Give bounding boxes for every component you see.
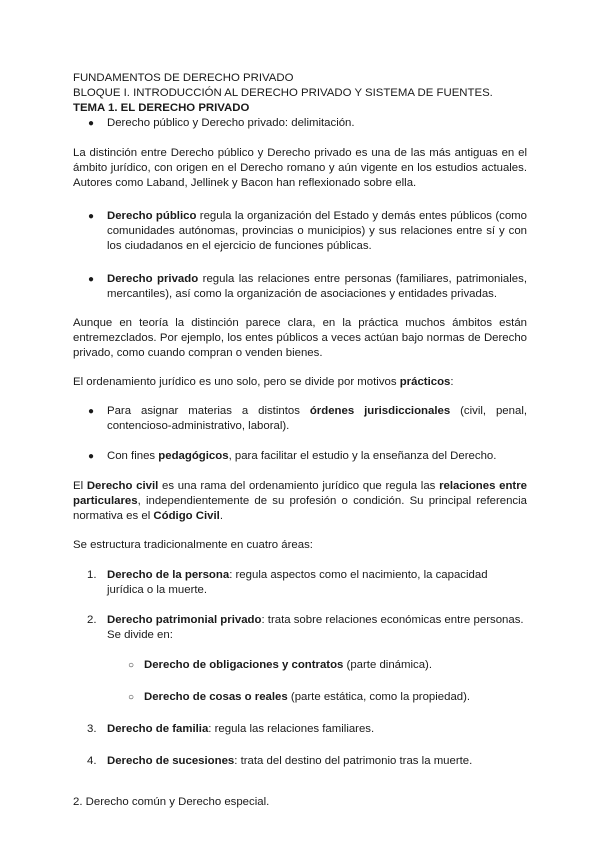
- civil-bold: Derecho civil: [86, 480, 159, 492]
- area-number: 4.: [87, 755, 97, 767]
- civil-text: El: [73, 480, 87, 492]
- area-item: [73, 754, 527, 769]
- area-term: Derecho patrimonial privado: [107, 614, 262, 626]
- subarea-item: [73, 690, 527, 705]
- area-text: : regula las relaciones familiares.: [208, 723, 375, 735]
- area-number: 1.: [87, 569, 97, 581]
- motive-text-end: , para facilitar el estudio y la enseñanza del Derecho.: [228, 450, 497, 462]
- areas-intro: Se estructura tradicionalmente en cuatro áreas:: [73, 539, 313, 551]
- definition-publico: [73, 209, 527, 254]
- subarea-term: Derecho de obligaciones y contratos: [144, 659, 344, 671]
- subarea-text: (parte estática, como la propiedad).: [287, 691, 471, 703]
- definition-privado: [73, 272, 527, 302]
- section-heading-2: 2. Derecho común y Derecho especial.: [73, 796, 270, 808]
- bullet-icon: ●: [88, 451, 95, 462]
- definition-list: [73, 209, 527, 302]
- subarea-item: [73, 658, 527, 673]
- area-item: [73, 722, 527, 737]
- term-publico: Derecho público: [107, 210, 197, 222]
- bullet-icon: ●: [88, 406, 95, 417]
- bullet-icon: ●: [88, 211, 95, 222]
- block-title: BLOQUE I. INTRODUCCIÓN AL DERECHO PRIVADO Y SISTEMA DE FUENTES.: [73, 87, 493, 99]
- area-item: [73, 613, 527, 643]
- area-text: : regula aspectos como el nacimiento, la capacidad jurídica o la muerte.: [107, 569, 488, 596]
- area-term: Derecho de sucesiones: [107, 755, 235, 767]
- civil-bold: Código Civil: [153, 510, 220, 522]
- area-term: Derecho de familia: [107, 723, 209, 735]
- area-text: : trata sobre relaciones económicas entre personas. Se divide en:: [107, 614, 524, 641]
- civil-text: es una rama del ordenamiento jurídico que regula las: [158, 480, 440, 492]
- subarea-term: Derecho de cosas o reales: [144, 691, 288, 703]
- motives-list: [73, 404, 527, 464]
- civil-bold: relaciones entre particulares: [73, 480, 527, 507]
- area-term: Derecho de la persona: [107, 569, 230, 581]
- topic-item: [73, 116, 527, 131]
- subarea-text: (parte dinámica).: [343, 659, 433, 671]
- course-title: FUNDAMENTOS DE DERECHO PRIVADO: [73, 72, 294, 84]
- circle-bullet-icon: ○: [128, 692, 135, 703]
- definition-privado-text: regula las relaciones entre personas (familiares, patrimoniales, mercantiles), así como la organización de asociaciones y entidades privadas.: [107, 273, 527, 300]
- topic-list: [73, 116, 527, 131]
- definition-publico-text: regula la organización del Estado y demás entes públicos (como comunidades autónomas, provincias o municipios) y sus relaciones entre sí y con los ciudadanos en el ejercicio de funciones públicas.: [107, 210, 527, 252]
- mixed-paragraph: Aunque en teoría la distinción parece clara, en la práctica muchos ámbitos están entremezclados. Por ejemplo, los entes públicos a veces actúan bajo normas de Derecho privado, como cuando compran o venden bienes.: [73, 317, 527, 359]
- motive-bold: órdenes jurisdiccionales: [309, 405, 451, 417]
- circle-bullet-icon: ○: [128, 660, 135, 671]
- practical-bold: prácticos: [399, 376, 451, 388]
- civil-text: , independientemente de su profesión o condición. Su principal referencia normativa es el: [73, 495, 527, 522]
- area-item: [73, 568, 527, 598]
- topic-item-text: Derecho público y Derecho privado: delimitación.: [107, 117, 355, 129]
- motive-item: [73, 404, 527, 434]
- area-number: 2.: [87, 614, 97, 626]
- practical-paragraph: [73, 375, 527, 390]
- bullet-icon: ●: [88, 274, 95, 285]
- bullet-icon: ●: [88, 118, 95, 129]
- motive-text: Para asignar materias a distintos: [107, 405, 310, 417]
- areas-list: [73, 568, 527, 769]
- term-privado: Derecho privado: [107, 273, 199, 285]
- topic-title: TEMA 1. EL DERECHO PRIVADO: [73, 102, 250, 114]
- area-text: : trata del destino del patrimonio tras la muerte.: [234, 755, 473, 767]
- motive-bold: pedagógicos: [158, 450, 229, 462]
- practical-text: El ordenamiento jurídico es uno solo, pero se divide por motivos: [73, 376, 400, 388]
- practical-colon: :: [450, 376, 454, 388]
- motive-item: [73, 449, 527, 464]
- motive-text: Con fines: [107, 450, 159, 462]
- civil-law-paragraph: [73, 479, 527, 524]
- intro-paragraph: La distinción entre Derecho público y Derecho privado es una de las más antiguas en el ámbito jurídico, con origen en el Derecho romano y aún vigente en los estudios actuales. Autores como Laband, Jellinek y Bacon han reflexionado sobre ella.: [73, 147, 527, 189]
- area-number: 3.: [87, 723, 97, 735]
- motive-text-end: (civil, penal, contencioso-administrativo, laboral).: [107, 405, 528, 432]
- civil-text: .: [219, 510, 224, 522]
